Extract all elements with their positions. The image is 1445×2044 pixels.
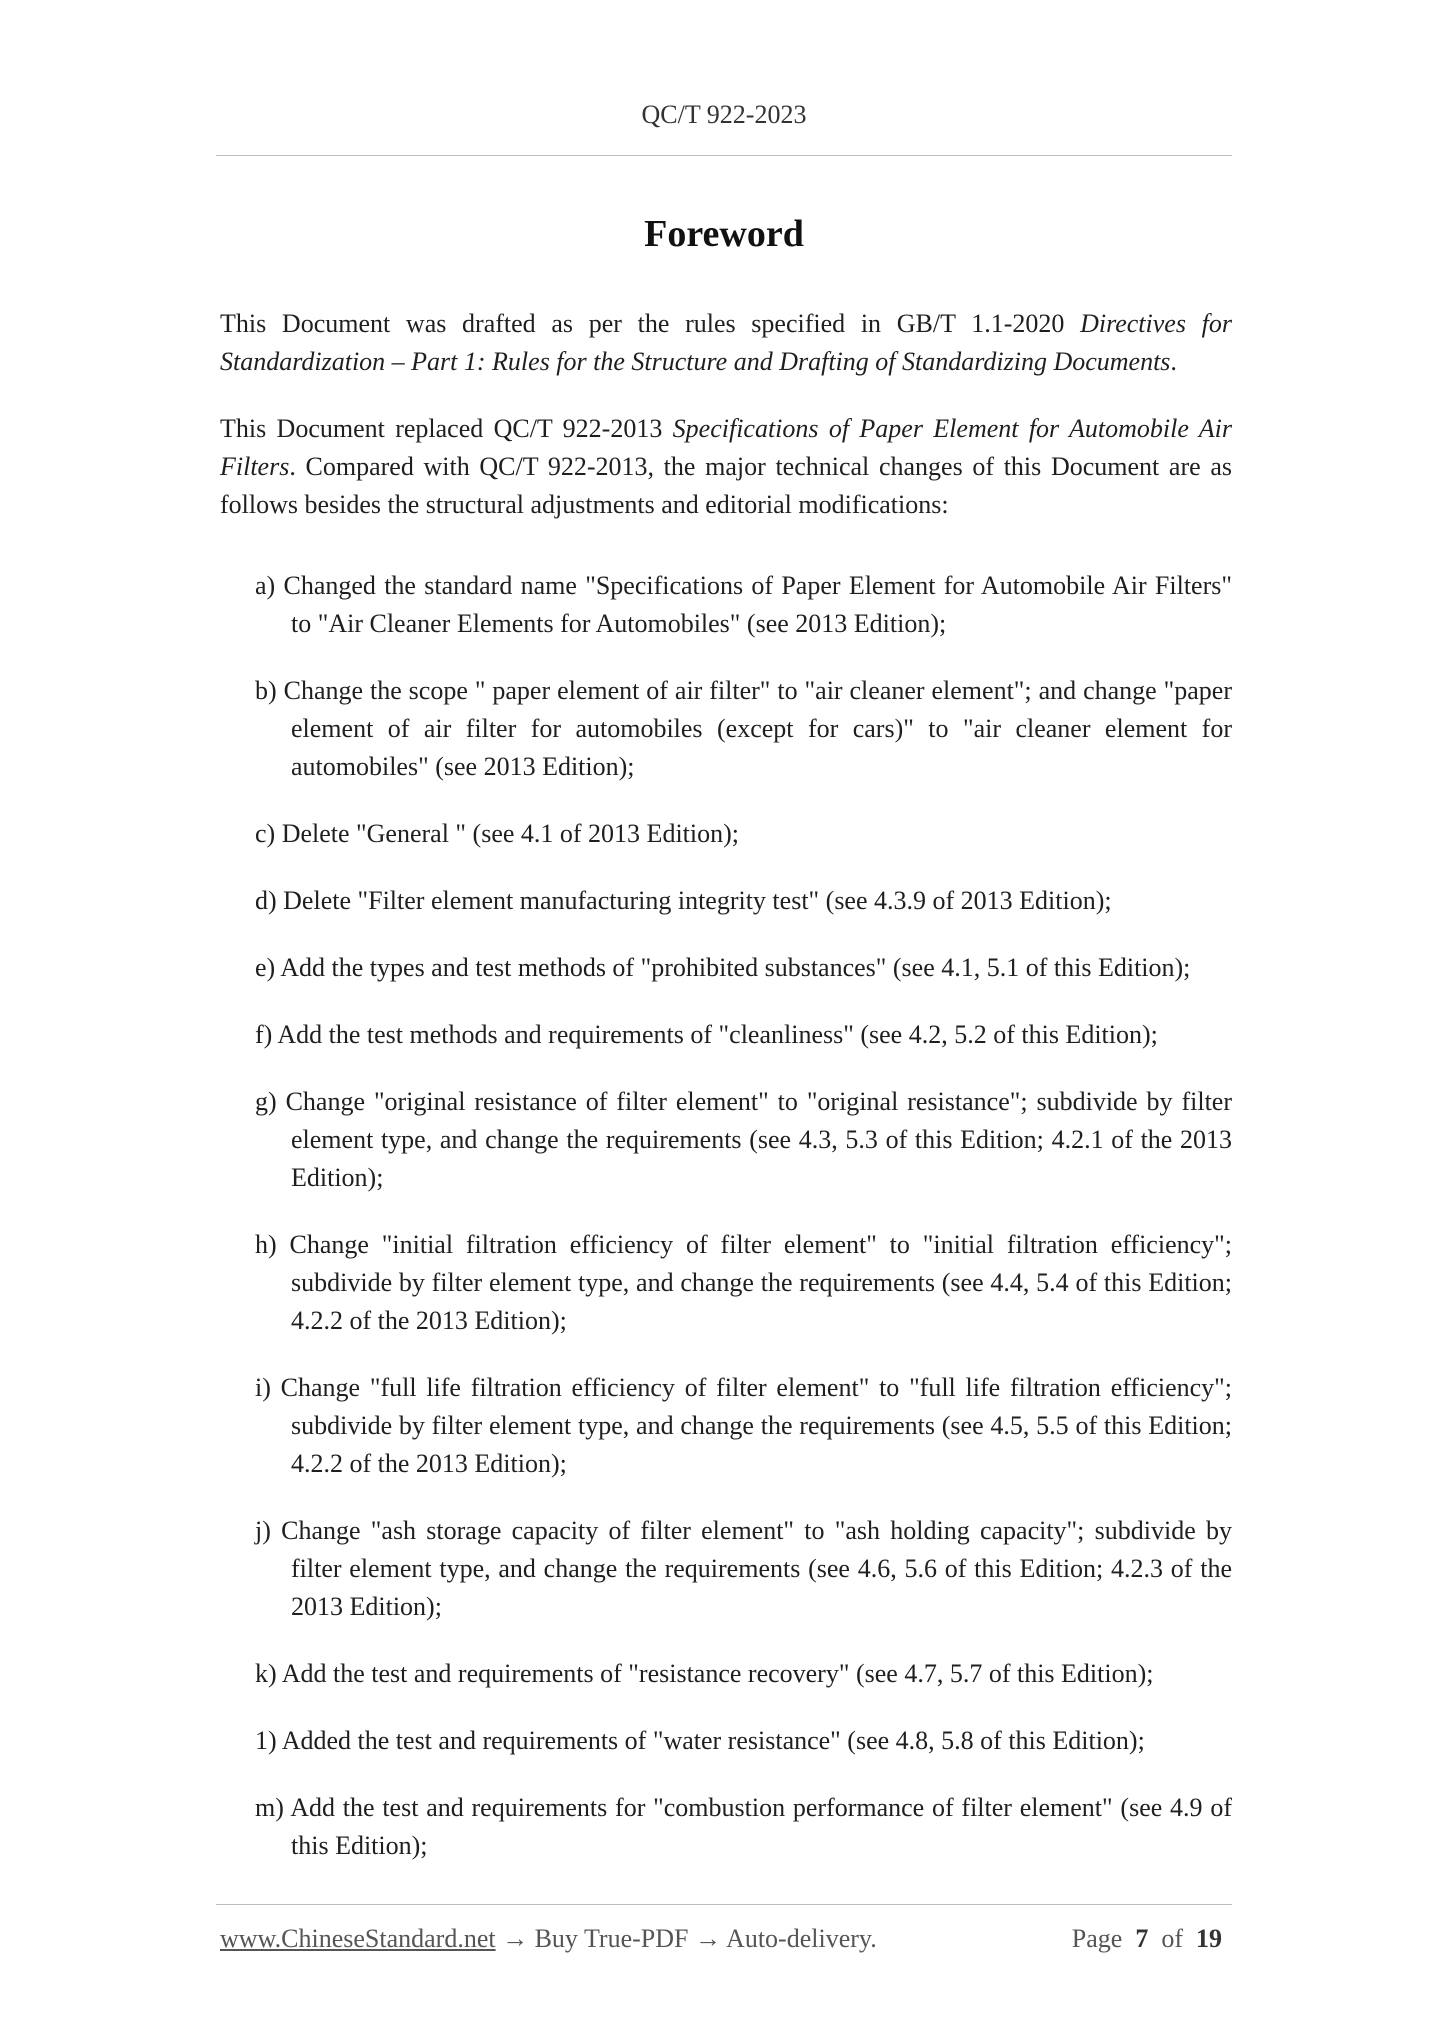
page-label: Page	[1071, 1924, 1123, 1953]
page-title: Foreword	[644, 213, 804, 255]
footer-promo	[220, 1924, 877, 1954]
intro-end: .	[1170, 347, 1177, 376]
list-item: e) Add the types and test methods of "prohibited substances" (see 4.1, 5.1 of this Edition);	[255, 953, 1191, 982]
directive-title: Directives for Standardization – Part 1: Rules for the Structure and Drafting of Standardizing Documents	[220, 309, 1232, 376]
list-item: a) Changed the standard name "Specifications of Paper Element for Automobile Air Filters" to "Air Cleaner Elements for Automobiles" (see 2013 Edition);	[255, 571, 1232, 638]
list-item: m) Add the test and requirements for "combustion performance of filter element" (see 4.9 of this Edition);	[255, 1793, 1232, 1860]
replaced-standard-title: Specifications of Paper Element for Automobile Air Filters	[220, 414, 1232, 481]
page-number	[1072, 1924, 1222, 1954]
list-item: g) Change "original resistance of filter element" to "original resistance"; subdivide by filter element type, and change the requirements (see 4.3, 5.3 of this Edition; 4.2.1 of the 2013 Edition);	[255, 1087, 1232, 1192]
change-list	[220, 567, 1232, 1865]
foreword-body	[220, 305, 1232, 1894]
intro-paragraph	[220, 305, 1232, 381]
list-item: h) Change "initial filtration efficiency of filter element" to "initial filtration efficiency"; subdivide by filter element type, and change the requirements (see 4.4, 5.4 of this Edition; 4.2.2 of the 2013 Edition);	[255, 1230, 1232, 1335]
page-footer	[220, 1924, 1232, 1964]
list-item: j) Change "ash storage capacity of filter element" to "ash holding capacity"; subdivide by filter element type, and change the requirements (see 4.6, 5.6 of this Edition; 4.2.3 of the 2013 Edition);	[255, 1516, 1232, 1621]
list-item: i) Change "full life filtration efficiency of filter element" to "full life filtration efficiency"; subdivide by filter element type, and change the requirements (see 4.5, 5.5 of this Edition; 4.2.2 of the 2013 Edition);	[255, 1373, 1232, 1478]
of-label: of	[1161, 1924, 1183, 1953]
intro-text: This Document was drafted as per the rules specified in GB/T 1.1-2020	[220, 309, 1081, 338]
header-divider	[216, 155, 1232, 156]
list-item: c) Delete "General " (see 4.1 of 2013 Edition);	[255, 819, 739, 848]
total-pages: 19	[1196, 1924, 1222, 1953]
list-item: k) Add the test and requirements of "resistance recovery" (see 4.7, 5.7 of this Edition);	[255, 1659, 1154, 1688]
list-item: 1) Added the test and requirements of "water resistance" (see 4.8, 5.8 of this Edition);	[255, 1726, 1145, 1755]
list-item: b) Change the scope " paper element of air filter" to "air cleaner element"; and change "paper element of air filter for automobiles (except for cars)" to "air cleaner element for automobiles" (see 2013 Edition);	[255, 676, 1232, 781]
footer-divider	[216, 1904, 1232, 1905]
current-page: 7	[1135, 1924, 1149, 1953]
replacement-paragraph	[220, 410, 1232, 524]
document-code-header: QC/T 922-2023	[641, 100, 807, 129]
list-item: d) Delete "Filter element manufacturing integrity test" (see 4.3.9 of 2013 Edition);	[255, 886, 1112, 915]
replacement-text-end: . Compared with QC/T 922-2013, the major technical changes of this Document are as follows besides the structural adjustments and editorial modifications:	[220, 452, 1232, 519]
promo-text: → Buy True-PDF → Auto-delivery.	[495, 1924, 877, 1953]
list-item: f) Add the test methods and requirements of "cleanliness" (see 4.2, 5.2 of this Edition);	[255, 1020, 1158, 1049]
replacement-text: This Document replaced QC/T 922-2013	[220, 414, 673, 443]
website-link[interactable]: www.ChineseStandard.net	[220, 1924, 496, 1953]
